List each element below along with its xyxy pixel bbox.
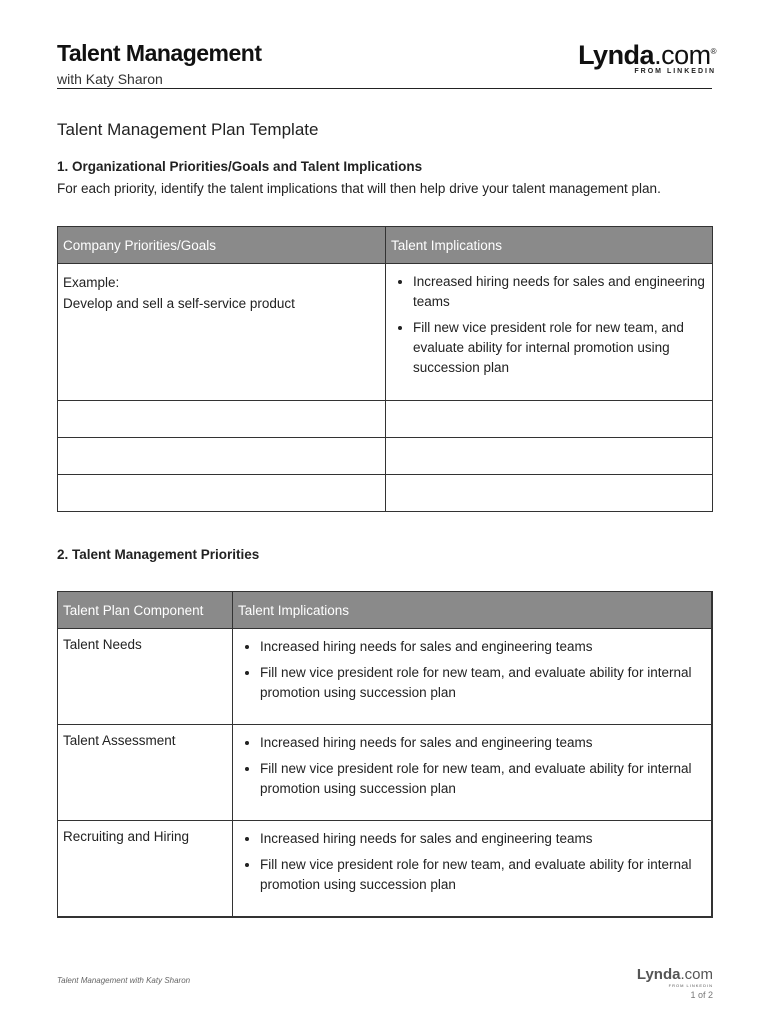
document-title: Talent Management Plan Template: [57, 120, 319, 139]
table-row: [58, 821, 713, 917]
empty-cell[interactable]: [58, 475, 386, 512]
course-author: with Katy Sharon: [57, 71, 163, 87]
talent-priorities-table: [57, 591, 713, 918]
section-1-heading: 1. Organizational Priorities/Goals and Talent Implications: [57, 159, 423, 174]
list-item: • Increased hiring needs for sales and engineering teams: [260, 733, 706, 753]
list-item: • Fill new vice president role for new team, and evaluate ability for internal promotion using succession plan: [260, 855, 706, 895]
list-item: • Increased hiring needs for sales and engineering teams: [413, 272, 707, 312]
empty-cell[interactable]: [386, 401, 713, 438]
list-item: • Fill new vice president role for new team, and evaluate ability for internal promotion using succession plan: [413, 318, 707, 378]
component-cell: Talent Assessment: [58, 725, 233, 821]
empty-cell[interactable]: [386, 438, 713, 475]
list-item: • Increased hiring needs for sales and engineering teams: [260, 637, 706, 657]
table-row: [58, 725, 713, 821]
priorities-table: [57, 226, 713, 512]
column-header: Talent Implications: [233, 592, 713, 629]
component-cell: Recruiting and Hiring: [58, 821, 233, 917]
section-2-heading: 2. Talent Management Priorities: [57, 547, 260, 562]
course-title: Talent Management: [57, 40, 262, 66]
empty-row: [58, 475, 713, 512]
empty-cell[interactable]: [58, 438, 386, 475]
footer-course-title: Talent Management with Katy Sharon: [57, 976, 191, 985]
component-cell: Talent Needs: [58, 629, 233, 725]
table-row: [58, 264, 713, 401]
list-item: • Fill new vice president role for new team, and evaluate ability for internal promotion using succession plan: [260, 759, 706, 799]
empty-cell[interactable]: [386, 475, 713, 512]
empty-row: [58, 401, 713, 438]
empty-row: [58, 438, 713, 475]
example-label: Example:: [63, 275, 120, 290]
page-number: 1 of 2: [690, 990, 713, 1000]
column-header: Talent Implications: [386, 227, 713, 264]
empty-cell[interactable]: [58, 401, 386, 438]
header-divider: [57, 88, 712, 89]
section-1-intro: For each priority, identify the talent implications that will then help drive your talent management plan.: [57, 181, 661, 196]
column-header: Talent Plan Component: [58, 592, 233, 629]
footer-lynda-logo: Lynda.com FROM LINKEDIN 1 of 2: [636, 966, 713, 1000]
example-text: Develop and sell a self-service product: [63, 296, 295, 311]
lynda-logo: Lynda.com® FROM LINKEDIN: [578, 40, 716, 75]
table-row: [58, 629, 713, 725]
list-item: • Increased hiring needs for sales and engineering teams: [260, 829, 706, 849]
list-item: • Fill new vice president role for new team, and evaluate ability for internal promotion using succession plan: [260, 663, 706, 703]
column-header: Company Priorities/Goals: [58, 227, 386, 264]
